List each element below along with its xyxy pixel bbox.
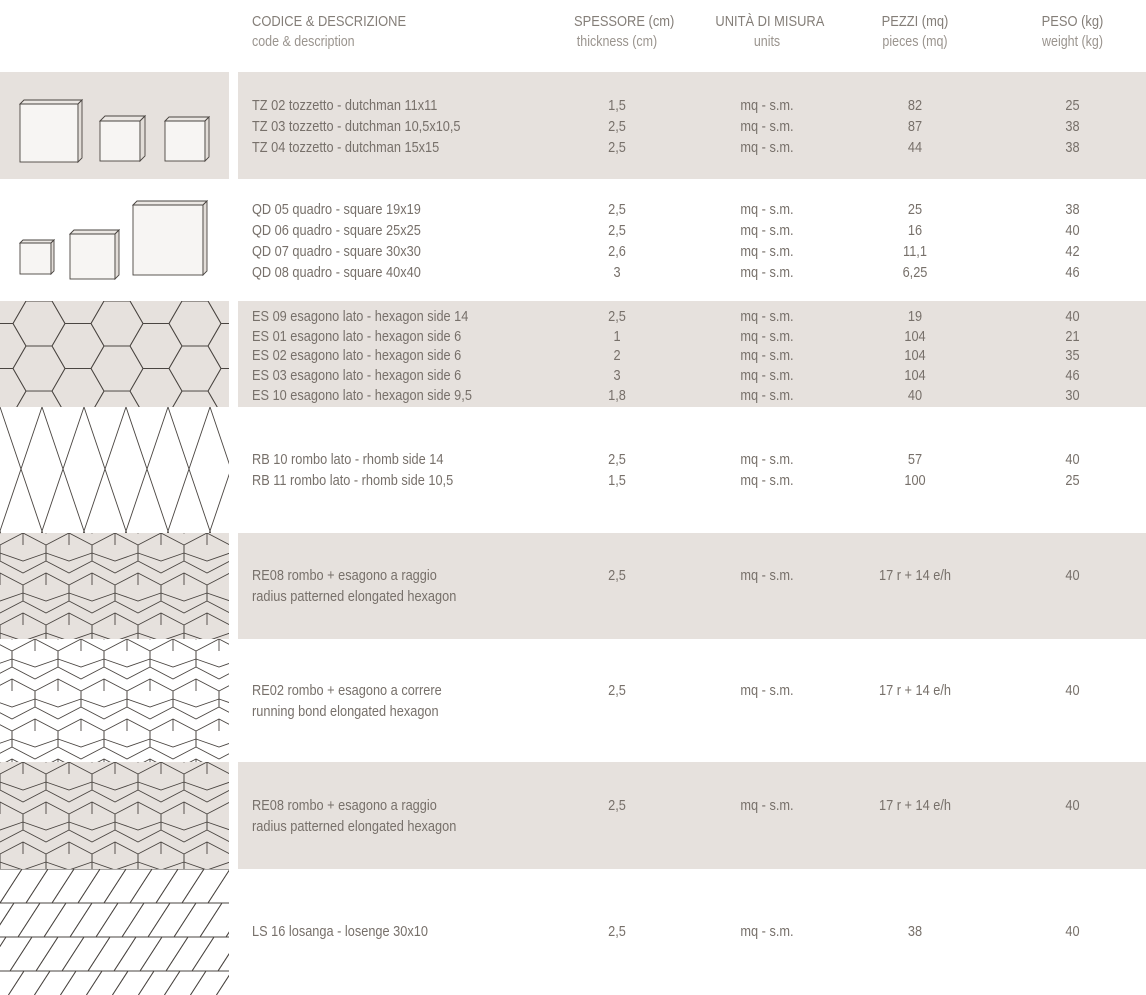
item-pieces: 38 [907,924,923,940]
item-weight: 40 [1065,683,1080,699]
item-thickness: 1,5 [608,98,626,114]
item-description: ES 10 esagono lato - hexagon side 9,5 [252,387,472,404]
item-units: mq - s.m. [740,387,794,404]
header-thickness [574,12,675,52]
item-weight: 30 [1065,387,1080,404]
table-row [0,200,1146,220]
product-group-rhomb [0,407,1146,533]
table-header [0,0,1146,72]
product-group-hexagon [0,301,1146,407]
table-row [0,242,1146,262]
header-units [715,12,825,52]
item-pieces: 82 [907,98,923,114]
item-units: mq - s.m. [740,244,794,260]
item-description: ES 03 esagono lato - hexagon side 6 [252,368,462,385]
table-row [0,221,1146,241]
product-group-dutchman [0,72,1146,179]
item-description: ES 01 esagono lato - hexagon side 6 [252,328,462,345]
rhomb-pattern-icon [0,407,229,533]
table-row [0,386,1146,406]
item-weight: 25 [1065,98,1080,114]
item-weight: 40 [1065,798,1080,814]
item-pieces: 25 [907,202,923,218]
item-units: mq - s.m. [740,119,794,135]
item-pieces: 104 [904,368,926,385]
item-weight: 35 [1065,348,1080,365]
table-row [0,138,1146,158]
product-group-losenge [0,869,1146,995]
item-description: QD 08 quadro - square 40x40 [252,265,421,281]
item-description: LS 16 losanga - losenge 30x10 [252,924,428,940]
table-row [0,817,1146,837]
item-pieces: 104 [904,328,926,345]
item-weight: 38 [1065,202,1080,218]
item-description: ES 02 esagono lato - hexagon side 6 [252,348,462,365]
table-row [0,307,1146,327]
item-pieces: 104 [904,348,926,365]
item-description: radius patterned elongated hexagon [252,589,457,605]
header-pieces-label: PEZZI (mq) [881,13,949,30]
table-row [0,366,1146,386]
item-pieces: 16 [907,223,923,239]
header-code-label: CODICE & DESCRIZIONE [252,13,407,30]
row-background [238,407,1146,533]
table-row [0,587,1146,607]
item-weight: 38 [1065,140,1080,156]
item-weight: 40 [1065,452,1080,468]
item-description: QD 06 quadro - square 25x25 [252,223,421,239]
table-row [0,566,1146,586]
header-code-label-en: code & description [252,34,355,50]
header-weight-label: PESO (kg) [1041,13,1104,30]
item-description: ES 09 esagono lato - hexagon side 14 [252,309,469,325]
table-row [0,263,1146,283]
item-units: mq - s.m. [740,924,794,940]
item-description: TZ 02 tozzetto - dutchman 11x11 [252,98,438,114]
item-pieces: 6,25 [902,265,928,281]
table-row [0,96,1146,116]
item-units: mq - s.m. [740,140,794,156]
item-units: mq - s.m. [740,98,794,114]
item-units: mq - s.m. [740,473,794,489]
table-row [0,450,1146,470]
item-thickness: 2,5 [608,309,626,325]
rhomb-hexagon-radius-pattern-icon [0,533,229,639]
item-description: RE08 rombo + esagono a raggio [252,568,437,584]
table-row [0,117,1146,137]
item-pieces: 17 r + 14 e/h [878,568,951,584]
item-units: mq - s.m. [740,348,794,365]
item-pieces: 40 [907,387,923,404]
item-weight: 40 [1065,223,1080,239]
product-group-re02-running-bond [0,639,1146,762]
header-code-description [252,12,406,52]
item-thickness: 2 [613,348,621,365]
item-thickness: 3 [613,368,621,385]
item-pieces: 11,1 [903,244,927,260]
item-pieces: 44 [907,140,923,156]
item-weight: 46 [1065,265,1080,281]
table-row [0,681,1146,701]
item-units: mq - s.m. [740,368,794,385]
item-thickness: 2,5 [608,924,626,940]
item-units: mq - s.m. [740,202,794,218]
item-units: mq - s.m. [740,309,794,325]
item-units: mq - s.m. [740,683,794,699]
item-thickness: 2,5 [608,683,626,699]
item-weight: 42 [1065,244,1080,260]
item-thickness: 2,5 [608,452,626,468]
item-weight: 21 [1065,328,1080,345]
item-thickness: 2,5 [608,202,626,218]
item-units: mq - s.m. [740,568,794,584]
item-pieces: 100 [904,473,926,489]
item-description: RE02 rombo + esagono a correre [252,683,442,699]
item-weight: 46 [1065,368,1080,385]
item-pieces: 17 r + 14 e/h [878,683,951,699]
item-description: QD 05 quadro - square 19x19 [252,202,421,218]
item-pieces: 87 [907,119,923,135]
table-row [0,327,1146,347]
item-thickness: 1,8 [608,387,626,404]
header-weight [1027,12,1117,52]
item-thickness: 3 [613,265,621,281]
item-pieces: 57 [907,452,923,468]
header-units-label-en: units [753,34,781,50]
item-thickness: 2,5 [608,223,626,239]
item-description: radius patterned elongated hexagon [252,819,457,835]
header-pieces-label-en: pieces (mq) [882,34,948,50]
item-pieces: 17 r + 14 e/h [878,798,951,814]
product-group-re08-radius [0,533,1146,639]
product-group-square [0,179,1146,301]
item-pieces: 19 [907,309,923,325]
item-weight: 40 [1065,924,1080,940]
item-weight: 25 [1065,473,1080,489]
item-thickness: 2,5 [608,568,626,584]
item-weight: 40 [1065,309,1080,325]
item-thickness: 2,5 [608,140,626,156]
item-thickness: 2,6 [608,244,626,260]
item-thickness: 1 [613,328,621,345]
item-units: mq - s.m. [740,223,794,239]
item-units: mq - s.m. [740,265,794,281]
item-thickness: 2,5 [608,798,626,814]
item-weight: 40 [1065,568,1080,584]
product-group-re08-radius-2 [0,762,1146,869]
item-description: TZ 04 tozzetto - dutchman 15x15 [252,140,440,156]
header-thickness-label: SPESSORE (cm) [574,13,675,30]
header-units-label: UNITÀ DI MISURA [715,13,825,30]
item-description: QD 07 quadro - square 30x30 [252,244,421,260]
row-background [238,533,1146,639]
table-row [0,922,1146,942]
header-thickness-label-en: thickness (cm) [576,34,658,50]
item-units: mq - s.m. [740,798,794,814]
item-weight: 38 [1065,119,1080,135]
table-row [0,796,1146,816]
item-units: mq - s.m. [740,328,794,345]
header-weight-label-en: weight (kg) [1041,34,1103,50]
item-description: RB 11 rombo lato - rhomb side 10,5 [252,473,454,489]
item-description: running bond elongated hexagon [252,704,439,720]
table-row [0,702,1146,722]
table-row [0,346,1146,366]
item-thickness: 2,5 [608,119,626,135]
header-pieces [868,12,963,52]
item-description: RE08 rombo + esagono a raggio [252,798,437,814]
item-thickness: 1,5 [608,473,626,489]
item-units: mq - s.m. [740,452,794,468]
table-row [0,471,1146,491]
item-description: RB 10 rombo lato - rhomb side 14 [252,452,444,468]
item-description: TZ 03 tozzetto - dutchman 10,5x10,5 [252,119,461,135]
